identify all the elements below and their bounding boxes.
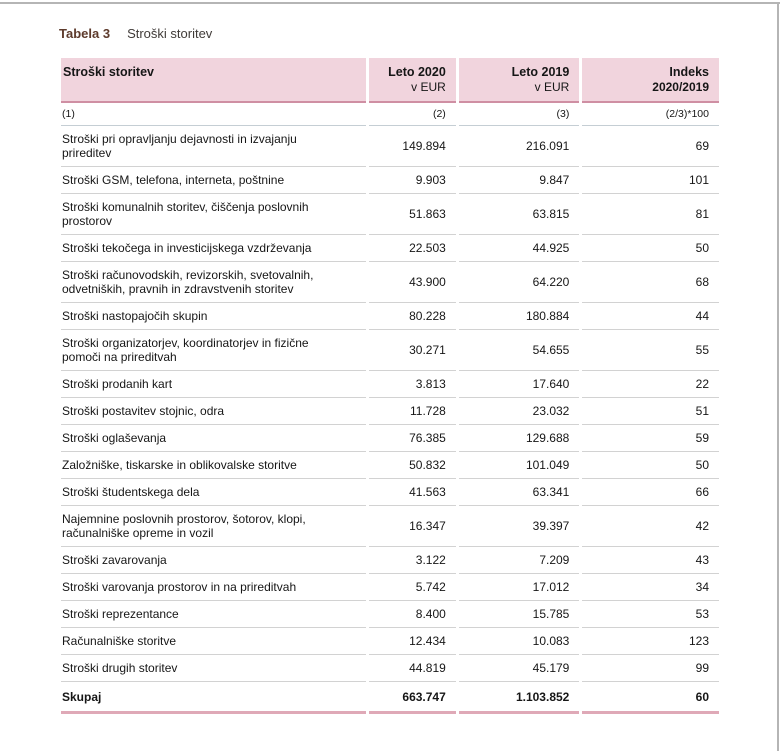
value-2020: 11.728	[369, 398, 455, 425]
row-label: Najemnine poslovnih prostorov, šotorov, klopi, računalniške opreme in vozil	[61, 506, 366, 547]
value-2019: 180.884	[459, 303, 580, 330]
table-row	[61, 601, 719, 628]
value-2020: 663.747	[369, 682, 455, 714]
table-row	[61, 126, 719, 167]
row-label: Stroški računovodskih, revizorskih, svetovalnih, odvetniških, pravnih in zdravstvenih storitev	[61, 262, 366, 303]
value-2019: 1.103.852	[459, 682, 580, 714]
value-2019: 54.655	[459, 330, 580, 371]
table-row	[61, 194, 719, 235]
value-index: 43	[582, 547, 719, 574]
value-index: 44	[582, 303, 719, 330]
table-caption-title: Stroški storitev	[127, 26, 213, 41]
table-row	[61, 425, 719, 452]
row-label: Stroški komunalnih storitev, čiščenja poslovnih prostorov	[61, 194, 366, 235]
value-2020: 3.122	[369, 547, 455, 574]
value-2020: 3.813	[369, 371, 455, 398]
value-2020: 5.742	[369, 574, 455, 601]
value-2020: 9.903	[369, 167, 455, 194]
row-label: Stroški tekočega in investicijskega vzdrževanja	[61, 235, 366, 262]
row-label: Skupaj	[61, 682, 366, 714]
value-2020: 41.563	[369, 479, 455, 506]
table-row	[61, 574, 719, 601]
value-index: 123	[582, 628, 719, 655]
value-index: 81	[582, 194, 719, 235]
row-label: Stroški organizatorjev, koordinatorjev in fizične pomoči na prireditvah	[61, 330, 366, 371]
value-2020: 43.900	[369, 262, 455, 303]
value-2019: 23.032	[459, 398, 580, 425]
table-header-row	[61, 58, 719, 103]
value-2019: 17.640	[459, 371, 580, 398]
value-2020: 80.228	[369, 303, 455, 330]
value-2019: 101.049	[459, 452, 580, 479]
value-2020: 12.434	[369, 628, 455, 655]
table-row	[61, 655, 719, 682]
row-label: Stroški zavarovanja	[61, 547, 366, 574]
value-index: 55	[582, 330, 719, 371]
value-index: 60	[582, 682, 719, 714]
column-header-label	[61, 58, 366, 103]
subheader-col3: (3)	[459, 103, 580, 126]
value-2020: 51.863	[369, 194, 455, 235]
value-2019: 39.397	[459, 506, 580, 547]
subheader-col4: (2/3)*100	[582, 103, 719, 126]
row-label: Stroški nastopajočih skupin	[61, 303, 366, 330]
table-row	[61, 167, 719, 194]
table-total-row	[61, 682, 719, 714]
table-row	[61, 330, 719, 371]
column-header-index-text: Indeks	[669, 65, 709, 79]
column-header-2020-unit: v EUR	[411, 80, 446, 94]
value-index: 50	[582, 235, 719, 262]
row-label: Stroški študentskega dela	[61, 479, 366, 506]
value-2019: 10.083	[459, 628, 580, 655]
row-label: Stroški postavitev stojnic, odra	[61, 398, 366, 425]
value-2019: 15.785	[459, 601, 580, 628]
table-caption-label: Tabela 3	[59, 26, 111, 41]
value-index: 42	[582, 506, 719, 547]
row-label: Stroški oglaševanja	[61, 425, 366, 452]
table-row	[61, 628, 719, 655]
row-label: Računalniške storitve	[61, 628, 366, 655]
row-label: Stroški GSM, telefona, interneta, poštnine	[61, 167, 366, 194]
value-index: 59	[582, 425, 719, 452]
value-2020: 149.894	[369, 126, 455, 167]
value-2019: 7.209	[459, 547, 580, 574]
row-label: Stroški prodanih kart	[61, 371, 366, 398]
column-header-index	[582, 58, 719, 103]
column-header-2020-text: Leto 2020	[388, 65, 446, 79]
column-header-2019-text: Leto 2019	[511, 65, 570, 79]
value-index: 101	[582, 167, 719, 194]
table-row	[61, 479, 719, 506]
table-row	[61, 452, 719, 479]
value-index: 66	[582, 479, 719, 506]
page-right-border	[777, 2, 779, 751]
table-row	[61, 506, 719, 547]
value-index: 53	[582, 601, 719, 628]
value-2019: 63.341	[459, 479, 580, 506]
row-label: Stroški reprezentance	[61, 601, 366, 628]
value-index: 22	[582, 371, 719, 398]
table-caption	[59, 26, 722, 41]
value-index: 69	[582, 126, 719, 167]
table-row	[61, 303, 719, 330]
column-header-2019	[459, 58, 580, 103]
value-2020: 30.271	[369, 330, 455, 371]
table-row	[61, 262, 719, 303]
row-label: Stroški pri opravljanju dejavnosti in izvajanju prireditev	[61, 126, 366, 167]
value-2020: 22.503	[369, 235, 455, 262]
table-row	[61, 398, 719, 425]
column-header-2020	[369, 58, 455, 103]
value-index: 34	[582, 574, 719, 601]
table-row	[61, 547, 719, 574]
value-index: 50	[582, 452, 719, 479]
column-header-2019-unit: v EUR	[534, 80, 570, 94]
value-index: 68	[582, 262, 719, 303]
subheader-col1: (1)	[61, 103, 366, 126]
value-index: 99	[582, 655, 719, 682]
value-2019: 129.688	[459, 425, 580, 452]
value-2020: 76.385	[369, 425, 455, 452]
row-label: Stroški drugih storitev	[61, 655, 366, 682]
value-2019: 45.179	[459, 655, 580, 682]
value-2019: 9.847	[459, 167, 580, 194]
row-label: Založniške, tiskarske in oblikovalske storitve	[61, 452, 366, 479]
row-label: Stroški varovanja prostorov in na prireditvah	[61, 574, 366, 601]
column-header-index-unit: 2020/2019	[652, 80, 709, 94]
column-header-label-text: Stroški storitev	[63, 65, 155, 79]
table-row	[61, 235, 719, 262]
value-index: 51	[582, 398, 719, 425]
value-2020: 8.400	[369, 601, 455, 628]
value-2019: 216.091	[459, 126, 580, 167]
table-row	[61, 371, 719, 398]
value-2019: 64.220	[459, 262, 580, 303]
page-top-border	[0, 2, 780, 4]
value-2019: 63.815	[459, 194, 580, 235]
cost-of-services-table	[58, 58, 722, 714]
value-2019: 17.012	[459, 574, 580, 601]
subheader-col2: (2)	[369, 103, 455, 126]
value-2019: 44.925	[459, 235, 580, 262]
value-2020: 44.819	[369, 655, 455, 682]
value-2020: 50.832	[369, 452, 455, 479]
value-2020: 16.347	[369, 506, 455, 547]
table-subheader-row	[61, 103, 719, 126]
